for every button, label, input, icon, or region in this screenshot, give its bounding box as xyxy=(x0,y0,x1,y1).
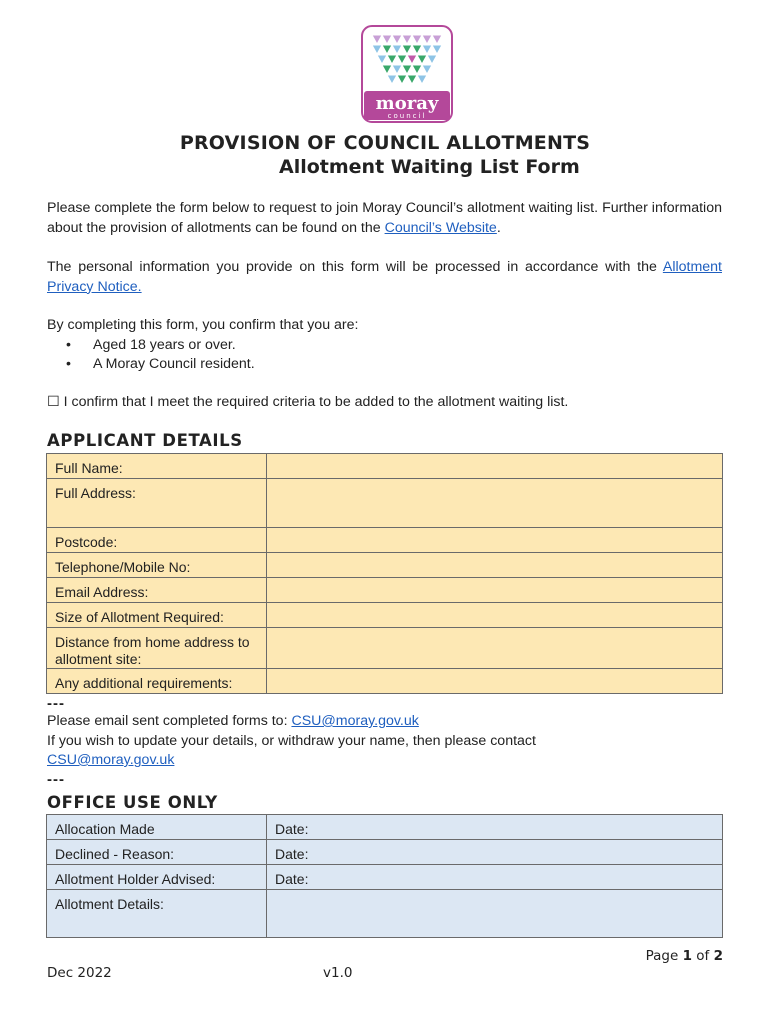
office-use-table xyxy=(46,814,723,938)
table-row xyxy=(47,669,723,694)
table-row xyxy=(47,815,723,840)
divider: --- xyxy=(47,695,65,712)
postcode-field[interactable] xyxy=(267,528,723,553)
allotment-size-field[interactable] xyxy=(267,603,723,628)
footer-date: Dec 2022 xyxy=(47,965,112,981)
office-label: Declined - Reason: xyxy=(47,840,267,865)
field-label: Any additional requirements: xyxy=(47,669,267,694)
table-row xyxy=(47,865,723,890)
list-item: • Aged 18 years or over. xyxy=(47,336,722,356)
email-link[interactable]: CSU@moray.gov.uk xyxy=(291,713,419,729)
field-label: Full Name: xyxy=(47,454,267,479)
office-label: Allotment Details: xyxy=(47,890,267,938)
confirm-criteria xyxy=(47,393,722,413)
field-label: Full Address: xyxy=(47,479,267,528)
table-row xyxy=(47,553,723,578)
criteria-paragraph: By completing this form, you confirm that you are: • Aged 18 years or over. • A Moray Council resident. xyxy=(47,316,722,375)
office-label: Allotment Holder Advised: xyxy=(47,865,267,890)
field-label: Size of Allotment Required: xyxy=(47,603,267,628)
table-row xyxy=(47,479,723,528)
distance-field[interactable] xyxy=(267,628,723,669)
email-field[interactable] xyxy=(267,578,723,603)
email-link-2[interactable]: CSU@moray.gov.uk xyxy=(47,752,175,768)
table-row xyxy=(47,628,723,669)
office-date: Date: xyxy=(267,840,723,865)
privacy-notice-link[interactable]: Allotment Privacy Notice. xyxy=(47,259,722,295)
page-number: Page 1 of 2 xyxy=(645,948,723,964)
moray-council-logo xyxy=(361,25,453,123)
applicant-details-heading: APPLICANT DETAILS xyxy=(47,431,243,450)
council-website-link[interactable]: Council’s Website xyxy=(384,219,497,236)
table-row xyxy=(47,578,723,603)
footer-version: v1.0 xyxy=(323,965,353,981)
list-item: • A Moray Council resident. xyxy=(47,355,722,375)
logo-graphic xyxy=(361,25,453,123)
field-label: Distance from home address to allotment site: xyxy=(47,628,267,669)
office-date: Date: xyxy=(267,865,723,890)
table-row xyxy=(47,840,723,865)
logo-sub-text: council xyxy=(387,112,427,120)
field-label: Telephone/Mobile No: xyxy=(47,553,267,578)
field-label: Email Address: xyxy=(47,578,267,603)
logo-brand-text: moray xyxy=(375,93,439,114)
additional-requirements-field[interactable] xyxy=(267,669,723,694)
confirm-label: I confirm that I meet the required criteria to be added to the allotment waiting list. xyxy=(59,394,569,410)
divider: --- xyxy=(47,771,65,788)
table-row xyxy=(47,603,723,628)
office-use-heading: OFFICE USE ONLY xyxy=(47,793,218,812)
form-title-line2: Allotment Waiting List Form xyxy=(279,156,580,178)
office-label: Allocation Made xyxy=(47,815,267,840)
table-row xyxy=(47,528,723,553)
applicant-details-table xyxy=(46,453,723,694)
intro-paragraph: Please complete the form below to request to join Moray Council’s allotment waiting list. Further information about the provision of allotments can be found on the Council’s Website. xyxy=(47,200,722,236)
office-date: Date: xyxy=(267,815,723,840)
criteria-list xyxy=(47,336,722,375)
contact-info: Please email sent completed forms to: CSU@moray.gov.uk If you wish to update your details, or withdraw your name, then please contact CSU@moray.gov.uk xyxy=(47,713,536,768)
full-name-field[interactable] xyxy=(267,454,723,479)
full-address-field[interactable] xyxy=(267,479,723,528)
telephone-field[interactable] xyxy=(267,553,723,578)
office-details xyxy=(267,890,723,938)
confirm-checkbox[interactable]: ☐ xyxy=(47,394,60,410)
table-row xyxy=(47,454,723,479)
field-label: Postcode: xyxy=(47,528,267,553)
form-title-line1: PROVISION OF COUNCIL ALLOTMENTS xyxy=(179,132,591,154)
privacy-paragraph: The personal information you provide on this form will be processed in accordance with the Allotment Privacy Notice. xyxy=(47,259,722,295)
table-row xyxy=(47,890,723,938)
